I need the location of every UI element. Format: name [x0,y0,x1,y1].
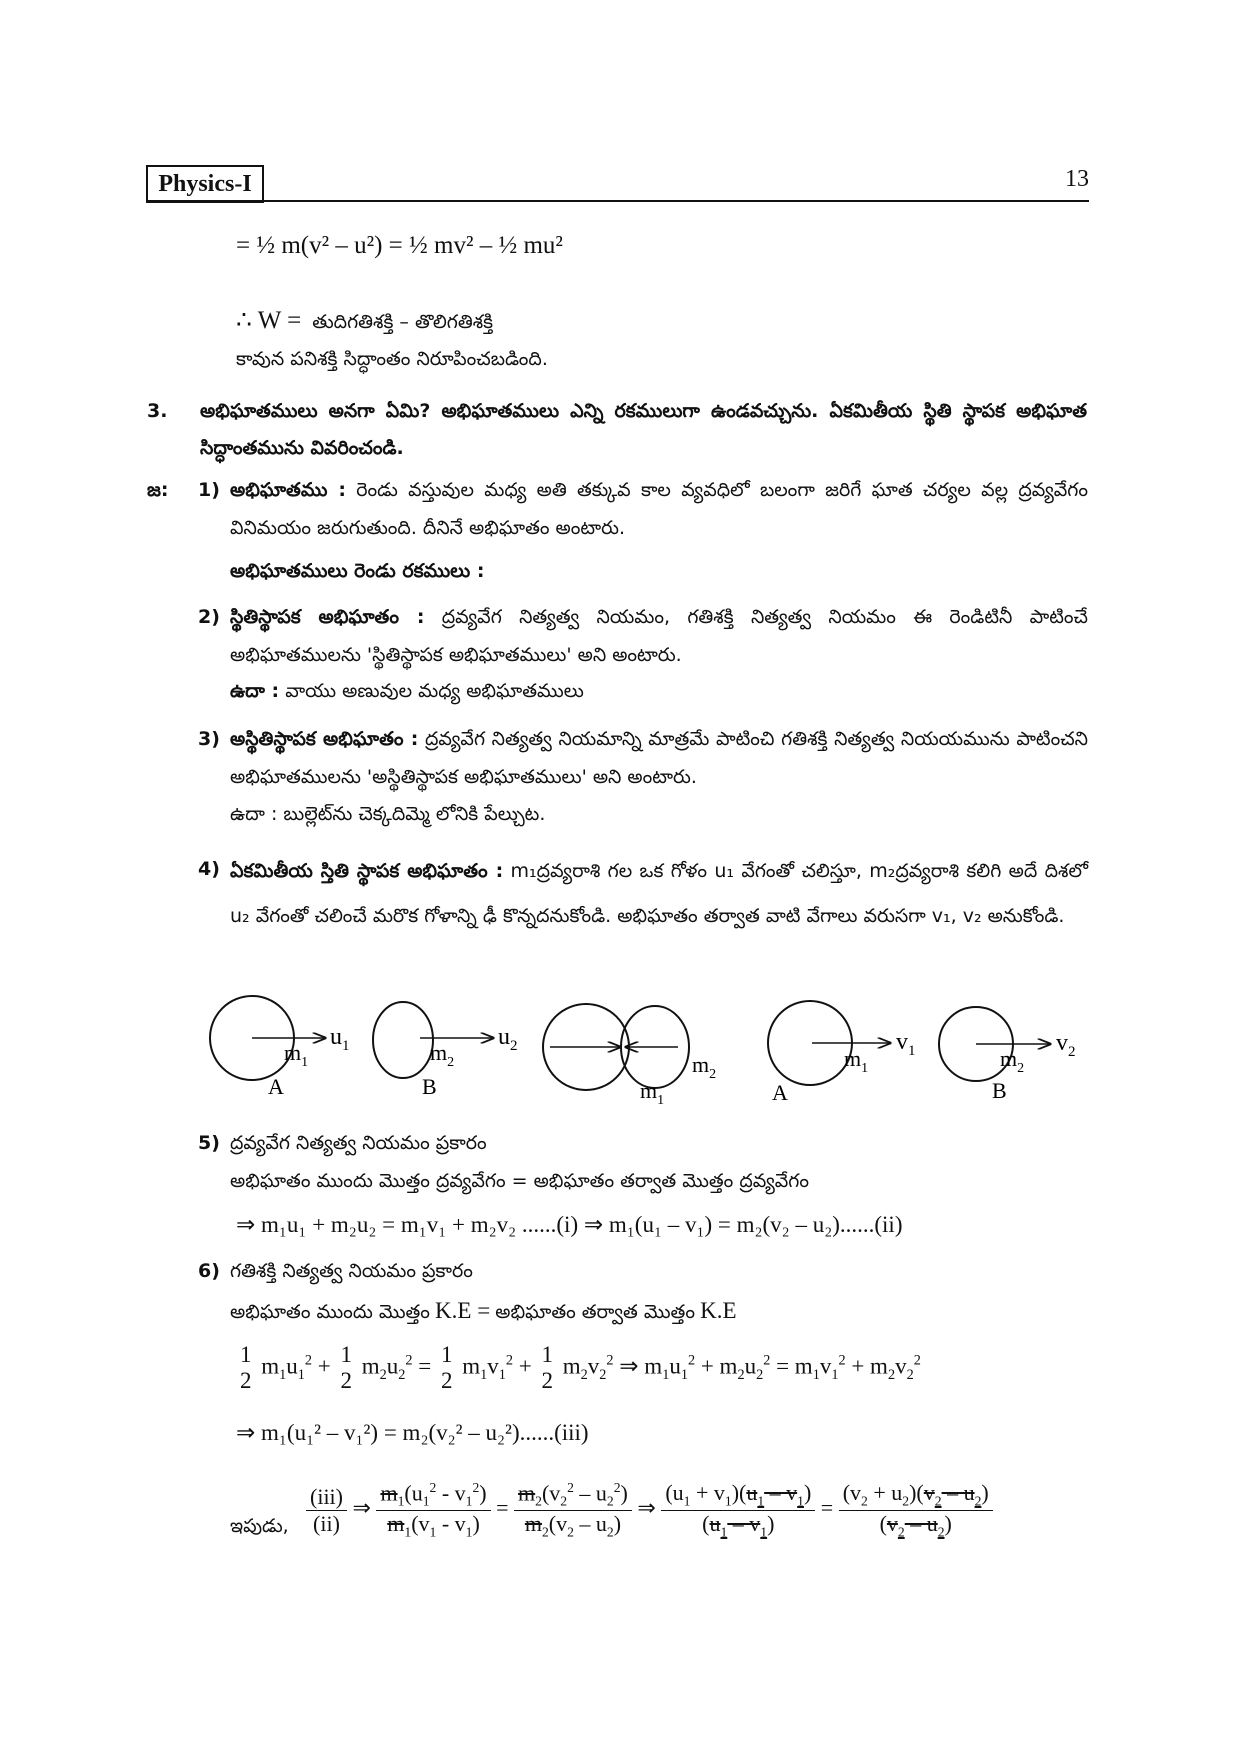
item3-number: 3) [198,728,220,750]
item1-text: రెండు వస్తువుల మధ్య అతి తక్కువ కాల వ్యవధిలో బలంగా జరిగే ఘాత చర్యల వల్ల ద్రవ్యవేగం వినిమయం జరుగుతుంది. దీనినే అభిఘాతం అంటారు. [230,479,1088,539]
question-number: 3. [147,400,168,422]
now-label: ఇపుడు, [230,1515,289,1537]
collision-diagram [200,990,1100,1110]
item6-ke-part-a: అభిఘాతం ముందు మొత్తం [230,1301,430,1323]
item6-ke-line [230,1298,737,1328]
question-text: అభిఘాతములు అనగా ఏమి? అభిఘాతములు ఎన్ని రకములుగా ఉండవచ్చును. ఏకమితీయ స్థితి స్థాపక అభిఘాత సిద్ధాంతమును వివరించండి. [200,400,1087,459]
label-m2-collide: $m_2$ [692,1052,717,1082]
label-b: B [422,1074,437,1099]
item6-number: 6) [198,1260,220,1282]
item2-example-label: ఉదా : [230,680,280,702]
label-b-after: B [992,1078,1007,1103]
page-number: 13 [1065,166,1089,192]
eq1-text: = ½ m(v² – u²) = ½ mv² – ½ mu² [236,232,563,259]
item6-ke-part-c: అభిఘాతం తర్వాత మొత్తం [495,1301,695,1323]
label-u1: $u_1$ [330,1024,350,1054]
header-rule [146,200,1089,202]
eq2-math: ∴ W = [236,307,302,334]
conclusion-line: కావున పనిశక్తి సిద్ధాంతం నిరూపించబడింది. [236,348,548,370]
label-v2: $v_2$ [1056,1030,1076,1060]
item4-number: 4) [198,858,220,880]
item5-number: 5) [198,1132,220,1154]
item5-equation: ⇒ m₁u₁ + m₂u₂ = m₁v₁ + m₂v₂ ......(i) ⇒ m₁(u₁ – v₁) = m₂(v₂ – u₂)......(ii) [236,1212,903,1237]
eq2-text: తుదిగతిశక్తి – తొలిగతిశక్తి [312,311,494,333]
item3-title: అస్థితిస్థాపక అభిఘాతం : [230,728,419,750]
subject-label: Physics-I [146,165,264,203]
figure-ball-b-before [373,1002,518,1099]
question-3 [147,393,1087,467]
figure-ball-a-before [210,996,350,1099]
item1-paragraph [230,471,1088,547]
label-a: A [268,1074,284,1099]
item4-text: m₁ద్రవ్యరాశి గల ఒక గోళం u₁ వేగంతో చలిస్తూ, m₂ద్రవ్యరాశి కలిగి అదే దిశలో u₂ వేగంతో చలించే మరొక గోళాన్ని ఢీ కొన్నదనుకోండి. అభిఘాతం తర్వాత వాటి వేగాలు వరుసగా v₁, v₂ అనుకోండి. [230,860,1088,927]
item6-ke-equation: 1 2 $m_1u_1^2$ + 1 2 $m_2u_2^2$ = 1 2 $m_1v_1^2$ + 1 2 $m_2v_2^2$ ⇒ $m_1u_1^2 + m_2u_2^2 = m_1v_1^2 + m_2v_2^2$ [240,1342,921,1393]
answer-label: జ: [147,479,169,501]
equation-work-energy [236,232,563,260]
ratio-equation: $\frac{\text{(iii)}}{(ii)}$ ⇒ $\frac{m_1(u_1^2 - v_1^2)}{m_1(v_1 - v_1)}$ = $\frac{m_2(v_2^2 - u_2^2)}{m_2(v_2 - u_2)}$ ⇒ $\frac{(u_1 + v_1)(u_1 - v_1)}{(u_1 - v_1)}$ = $\frac{(v_2 + u_2)(v_2 - u_2)}{(v_2 - u_2)}$ [306,1480,993,1540]
item5-line: అభిఘాతం ముందు మొత్తం ద్రవ్యవేగం = అభిఘాతం తర్వాత మొత్తం ద్రవ్యవేగం [230,1170,809,1192]
item3-text: ద్రవ్యవేగ నిత్యత్వ నియమాన్ని మాత్రమే పాటించి గతిశక్తి నిత్యత్వ నియయమును పాటించని అభిఘాతములను 'అస్థితిస్థాపక అభిఘాతములు' అని అంటారు. [230,728,1088,788]
item2-title: స్థితిస్థాపక అభిఘాతం : [230,606,425,628]
item6-ke-part-b: K.E = [435,1298,491,1323]
equation-w-line [236,305,493,338]
label-u2: $u_2$ [498,1024,518,1054]
figure-collision [543,1004,716,1108]
item2-text: ద్రవ్యవేగ నిత్యత్వ నియమం, గతిశక్తి నిత్యత్వ నియమం ఈ రెండిటినీ పాటించే అభిఘాతములను 'స్థితిస్థాపక అభిఘాతములు' అని అంటారు. [230,606,1088,666]
label-v1: $v_1$ [896,1029,916,1059]
item2-paragraph [230,598,1088,674]
item3-paragraph [230,720,1088,796]
item6-equation-iii: ⇒ m₁(u₁² – v₁²) = m₂(v₂² – u₂²)......(iii) [236,1420,589,1445]
figure-ball-b-after [939,1007,1076,1103]
item1-title: అభిఘాతము : [230,479,346,501]
types-heading: అభిఘాతములు రెండు రకములు : [230,560,485,582]
item5-title: ద్రవ్యవేగ నిత్యత్వ నియమం ప్రకారం [230,1132,487,1154]
item1-number: 1) [198,479,220,501]
label-m1: $m_1$ [284,1040,309,1070]
item2-example-text: వాయు అణువుల మధ్య అభిఘాతములు [285,680,584,702]
item3-example: ఉదా : బుల్లెట్‌ను చెక్కదిమ్మె లోనికి పేల్చుట. [230,803,546,825]
item4-paragraph [230,849,1088,939]
label-m1-after: $m_1$ [844,1046,869,1076]
item4-title: ఏకమితీయ స్తితి స్థాపక అభిఘాతం : [230,860,504,882]
label-m1-collide: $m_1$ [640,1078,665,1108]
item2-number: 2) [198,606,220,628]
label-m2: $m_2$ [430,1040,455,1070]
figure-ball-a-after [768,1001,916,1105]
label-a-after: A [772,1080,788,1105]
item6-title: గతిశక్తి నిత్యత్వ నియమం ప్రకారం [230,1260,473,1282]
item2-example [230,680,584,707]
item6-ke-part-d: K.E [700,1298,737,1323]
label-m2-after: $m_2$ [1000,1046,1025,1076]
